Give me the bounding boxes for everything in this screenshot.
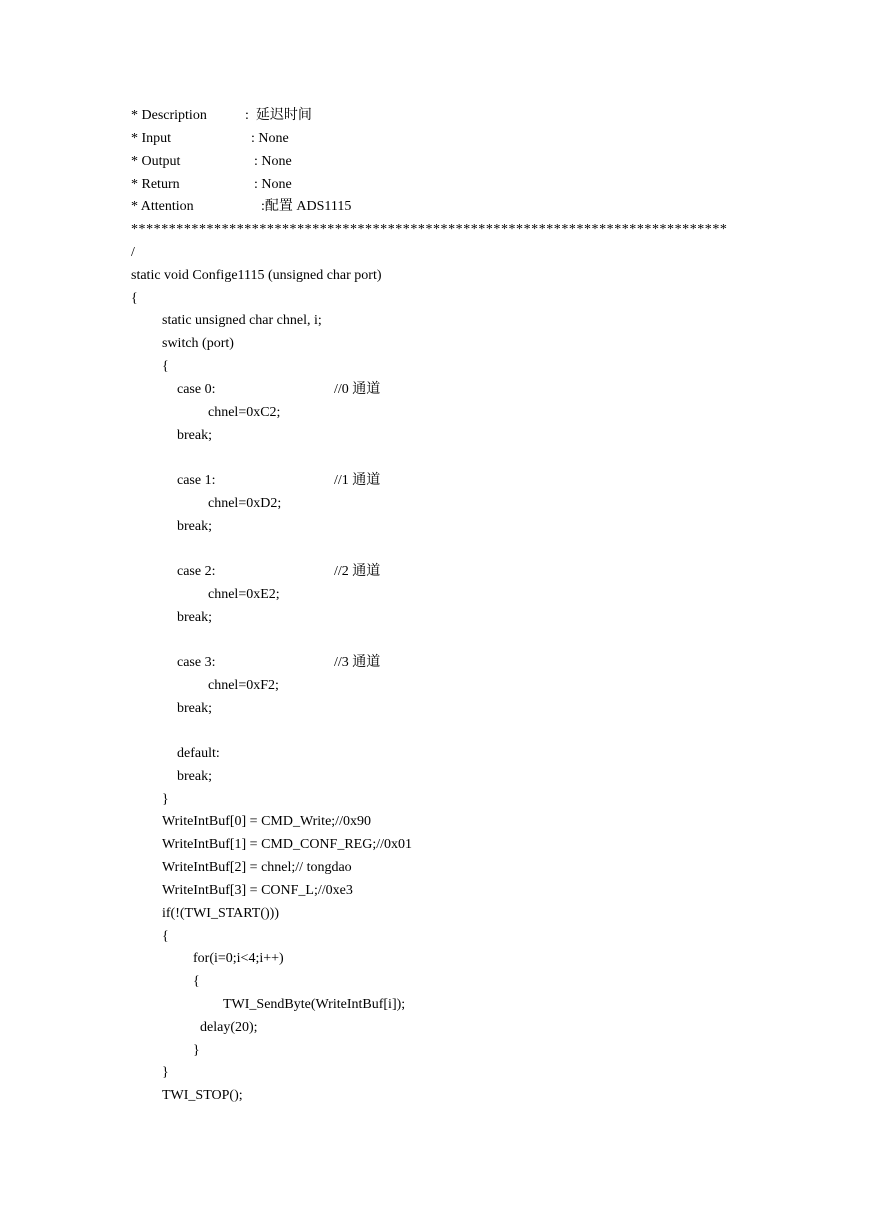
case-2-label xyxy=(177,560,381,583)
if-close-brace: } xyxy=(162,1065,169,1080)
case-1-assignment: chnel=0xD2; xyxy=(208,496,282,511)
for-open-brace: { xyxy=(193,974,200,989)
delay-call: delay(20); xyxy=(200,1020,258,1035)
case-0-break: break; xyxy=(177,428,212,443)
default-break: break; xyxy=(177,769,212,784)
switch-statement: switch (port) xyxy=(162,336,234,351)
comment-divider-end: / xyxy=(131,245,135,260)
buffer-write-0: WriteIntBuf[0] = CMD_Write;//0x90 xyxy=(162,814,371,829)
variable-declaration: static unsigned char chnel, i; xyxy=(162,313,322,328)
comment-divider: ******************************************************************************* xyxy=(131,222,728,237)
attention-line xyxy=(131,195,352,218)
switch-close-brace: } xyxy=(162,792,169,807)
output-value: : None xyxy=(254,154,292,169)
description-label: * Description xyxy=(131,108,207,123)
input-label: * Input xyxy=(131,131,172,146)
output-label: * Output xyxy=(131,154,181,169)
input-value: : None xyxy=(251,131,289,146)
input-line xyxy=(131,127,289,150)
twi-stop-call: TWI_STOP(); xyxy=(162,1088,243,1103)
send-byte-call: TWI_SendByte(WriteIntBuf[i]); xyxy=(223,997,406,1012)
for-statement: for(i=0;i<4;i++) xyxy=(193,951,284,966)
case-0-comment: //0 通道 xyxy=(334,382,381,397)
if-statement: if(!(TWI_START())) xyxy=(162,906,279,921)
case-3-break: break; xyxy=(177,701,212,716)
for-close-brace: } xyxy=(193,1043,200,1058)
description-value: : 延迟时间 xyxy=(245,108,312,123)
case-3-comment: //3 通道 xyxy=(334,655,381,670)
switch-open-brace: { xyxy=(162,359,169,374)
case-3-assignment: chnel=0xF2; xyxy=(208,678,279,693)
case-1-break: break; xyxy=(177,519,212,534)
function-open-brace: { xyxy=(131,291,138,306)
case-1-keyword: case 1: xyxy=(177,473,216,488)
function-signature: static void Confige1115 (unsigned char port) xyxy=(131,268,382,283)
case-1-comment: //1 通道 xyxy=(334,473,381,488)
buffer-write-3: WriteIntBuf[3] = CONF_L;//0xe3 xyxy=(162,883,353,898)
attention-label: * Attention xyxy=(131,199,194,214)
default-label: default: xyxy=(177,746,220,761)
output-line xyxy=(131,150,292,173)
return-line xyxy=(131,173,292,196)
attention-value: :配置 ADS1115 xyxy=(261,199,352,214)
buffer-write-2: WriteIntBuf[2] = chnel;// tongdao xyxy=(162,860,352,875)
case-3-keyword: case 3: xyxy=(177,655,216,670)
case-2-break: break; xyxy=(177,610,212,625)
return-label: * Return xyxy=(131,177,180,192)
case-0-assignment: chnel=0xC2; xyxy=(208,405,281,420)
case-2-assignment: chnel=0xE2; xyxy=(208,587,280,602)
if-open-brace: { xyxy=(162,929,169,944)
case-1-label xyxy=(177,469,381,492)
buffer-write-1: WriteIntBuf[1] = CMD_CONF_REG;//0x01 xyxy=(162,837,412,852)
description-line xyxy=(131,104,312,127)
case-0-label xyxy=(177,378,381,401)
case-2-keyword: case 2: xyxy=(177,564,216,579)
case-0-keyword: case 0: xyxy=(177,382,216,397)
case-2-comment: //2 通道 xyxy=(334,564,381,579)
case-3-label xyxy=(177,651,381,674)
return-value: : None xyxy=(254,177,292,192)
